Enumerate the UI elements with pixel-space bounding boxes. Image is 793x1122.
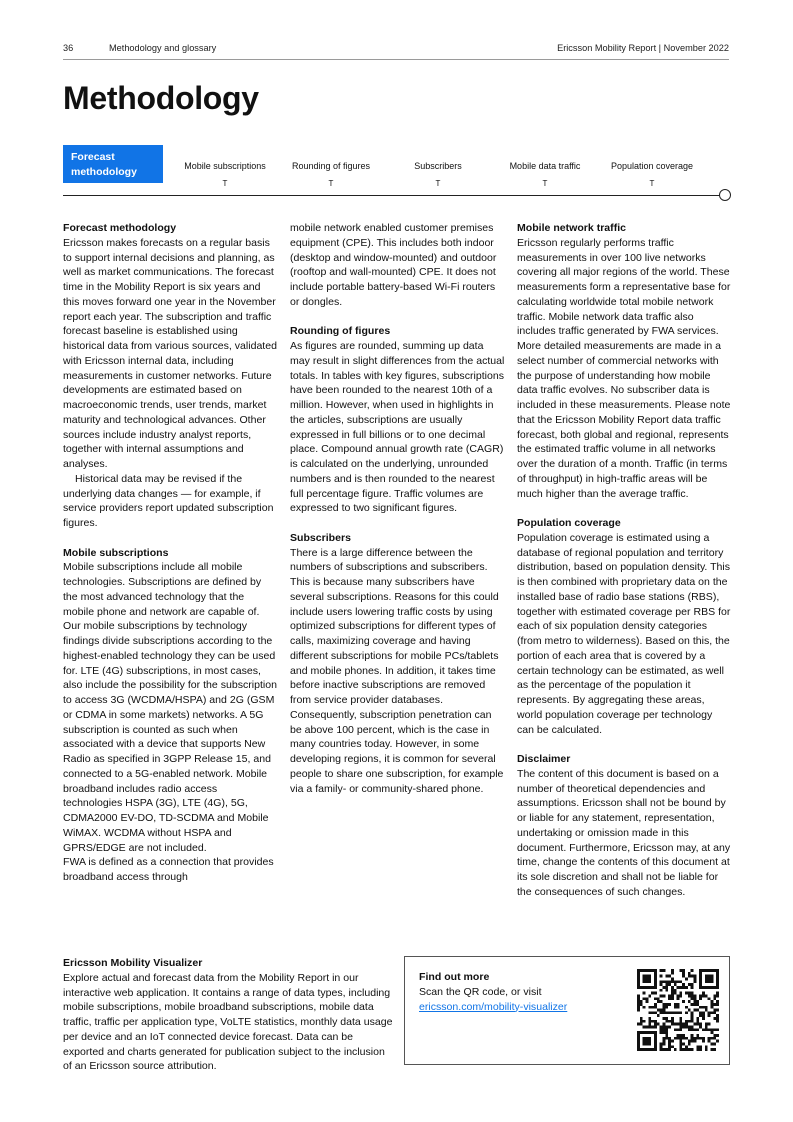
timeline-tick: T — [222, 179, 228, 188]
heading-rounding-of-figures: Rounding of figures — [290, 325, 391, 338]
heading-disclaimer: Disclaimer — [517, 753, 571, 765]
page-number: 36 — [63, 43, 74, 53]
disclaimer-paragraph: The content of this document is based on a number of theoretical dependencies and assumptions. Ericsson shall not be bound by or liable for any statement, representation, undertaking or omission made in this document. Furthermore, Ericsson may, at any time, change the contents of this document at its sole discretion and shall not be liable for the consequences of such changes. — [517, 767, 731, 898]
nav-item-population-coverage[interactable]: Population coverage — [610, 161, 694, 171]
methodology-nav — [63, 145, 733, 203]
subscribers-paragraph: There is a large difference between the numbers of subscriptions and subscribers. This is because many subscribers have several subscriptions. Reasons for this could include users lowering traffic costs by using optimized subscriptions for different types of calls, maximizing coverage and having different subscriptions for mobile PCs/tablets and mobile phones. In addition, it takes time before inactive subscriptions are removed from service provider databases. Consequently, subscription penetration can be above 100 percent, which is the case in many countries today. However, in some developing regions, it is common for several people to share one subscription, for example via a family- or community-shared phone. — [290, 546, 504, 795]
timeline-tick: T — [542, 179, 548, 188]
forecast-paragraph: Ericsson makes forecasts on a regular basis to support internal decisions and planning, as well as market communications. The forecast time in the Mobility Report is six years and this moves forward one year in the November report each year. The subscription and traffic forecast baseline is established using historical data from various sources, validated with Ericsson internal data, including measurements in customer networks. Future developments are estimated based on macroeconomic trends, user trends, market maturity and technological advances. Other sources include industry analyst reports, together with internal assumptions and analyses. — [63, 236, 277, 470]
heading-population-coverage: Population coverage — [517, 517, 621, 529]
population-paragraph: Population coverage is estimated using a database of regional population and territory distribution, based on population density. This is then combined with proprietary data on the installed base of radio base stations (RBS), together with estimated coverage per RBS for each of six population density categories (from metro to wilderness). Based on this, the portion of each area that is covered by a certain technology can be estimated, as well as the percentage of the population it represents. By aggregating these areas, world population coverage per technology can be calculated. — [517, 531, 731, 736]
page-header — [63, 43, 729, 60]
fwa-paragraph-continued: mobile network enabled customer premises equipment (CPE). This includes both indoor (desktop and window-mounted) and outdoor (rooftop and wall-mounted) CPE. It does not include portable battery-based Wi-Fi routers or dongles. — [290, 222, 497, 308]
timeline-tick: T — [649, 179, 655, 188]
column-1 — [63, 221, 278, 885]
column-2 — [290, 221, 505, 796]
rounding-paragraph: As figures are rounded, summing up data may result in slight differences from the actual totals. In tables with key figures, subscriptions have been rounded to the nearest 10th of a million. However, when used in highlights in the articles, subscriptions are usually expressed in full billions or to one decimal place. Compound annual growth rate (CAGR) is calculated on the underlying, unrounded numbers and is then rounded to the nearest full percentage figure. Traffic volumes are expressed to two significant figures. — [290, 340, 505, 515]
page-title: Methodology — [63, 80, 259, 116]
nav-item-mobile-subscriptions[interactable]: Mobile subscriptions — [184, 161, 266, 171]
qr-code-icon[interactable] — [637, 969, 719, 1051]
heading-mobile-subscriptions: Mobile subscriptions — [63, 546, 169, 559]
section-name: Methodology and glossary — [109, 43, 217, 53]
forecast-paragraph-2: Historical data may be revised if the underlying data changes — for example, if service providers report updated subscription figures. — [63, 472, 274, 529]
mobile-subscriptions-paragraph: Mobile subscriptions include all mobile technologies. Subscriptions are defined by the most advanced technology that the mobile phone and network are capable of. Our mobile subscriptions by technology findings divide subscriptions according to the highest-enabled technology they can be used for. LTE (4G) subscriptions, in most cases, also include the possibility for the subscription to access 3G (WCDMA/HSPA) and 2G (GSM or CDMA in some markets) networks. A 5G subscription is counted as such when associated with a device that supports New Radio as specified in 3GPP Release 15, and connected to a 5G-enabled network. Mobile broadband includes radio access technologies HSPA (3G), LTE (4G), 5G, CDMA2000 EV-DO, TD-SCDMA and Mobile WiMAX. WCDMA without HSPA and GPRS/EDGE are not included. — [63, 561, 277, 854]
heading-mobile-network-traffic: Mobile network traffic — [517, 222, 626, 234]
nav-item-mobile-data-traffic[interactable]: Mobile data traffic — [509, 161, 581, 171]
nav-item-subscribers[interactable]: Subscribers — [414, 161, 462, 171]
heading-mobility-visualizer: Ericsson Mobility Visualizer — [63, 957, 203, 969]
traffic-paragraph: Ericsson regularly performs traffic measurements in over 100 live networks covering all major regions of the world. These measurements form a representative base for calculating worldwide total mobile network traffic. Mobile network data traffic also includes traffic generated by FWA services. More detailed measurements are made in a select number of commercial networks with the purpose of understanding how mobile data traffic evolves. No subscriber data is included in these measurements. Please note that the Ericsson Mobility Report data traffic forecast, both global and regional, represents the estimated traffic volume in all networks over the duration of a month. Traffic (in terms of throughput) in high-traffic areas will be much higher than the average traffic. — [517, 236, 731, 500]
visualizer-section — [63, 956, 393, 1074]
report-name: Ericsson Mobility Report | November 2022 — [557, 43, 729, 53]
nav-timeline — [63, 195, 720, 196]
timeline-end-circle — [719, 189, 731, 201]
find-out-more-heading: Find out more — [419, 971, 490, 983]
timeline-tick: T — [328, 179, 334, 188]
find-out-more-text: Scan the QR code, or visit — [419, 985, 542, 998]
heading-forecast-methodology: Forecast methodology — [63, 222, 177, 234]
timeline-tick: T — [435, 179, 441, 188]
column-3 — [517, 221, 732, 900]
fwa-paragraph: FWA is defined as a connection that provides broadband access through — [63, 856, 274, 883]
nav-item-rounding-of-figures[interactable]: Rounding of figures — [291, 161, 371, 171]
heading-subscribers: Subscribers — [290, 531, 351, 544]
visualizer-paragraph: Explore actual and forecast data from the Mobility Report in our interactive web application. It contains a range of data types, including mobile subscriptions, mobile broadband subscriptions, mobile data traffic, traffic per application type, VoLTE statistics, monthly data usage per device and an IoT connected device forecast. Data can be exported and charts generated for publication subject to the inclusion of an Ericsson source attribution. — [63, 971, 393, 1073]
find-out-more-box — [404, 956, 730, 1065]
visualizer-link[interactable]: ericsson.com/mobility-visualizer — [419, 1000, 568, 1013]
nav-item-forecast-methodology[interactable]: Forecast methodology — [63, 145, 163, 183]
